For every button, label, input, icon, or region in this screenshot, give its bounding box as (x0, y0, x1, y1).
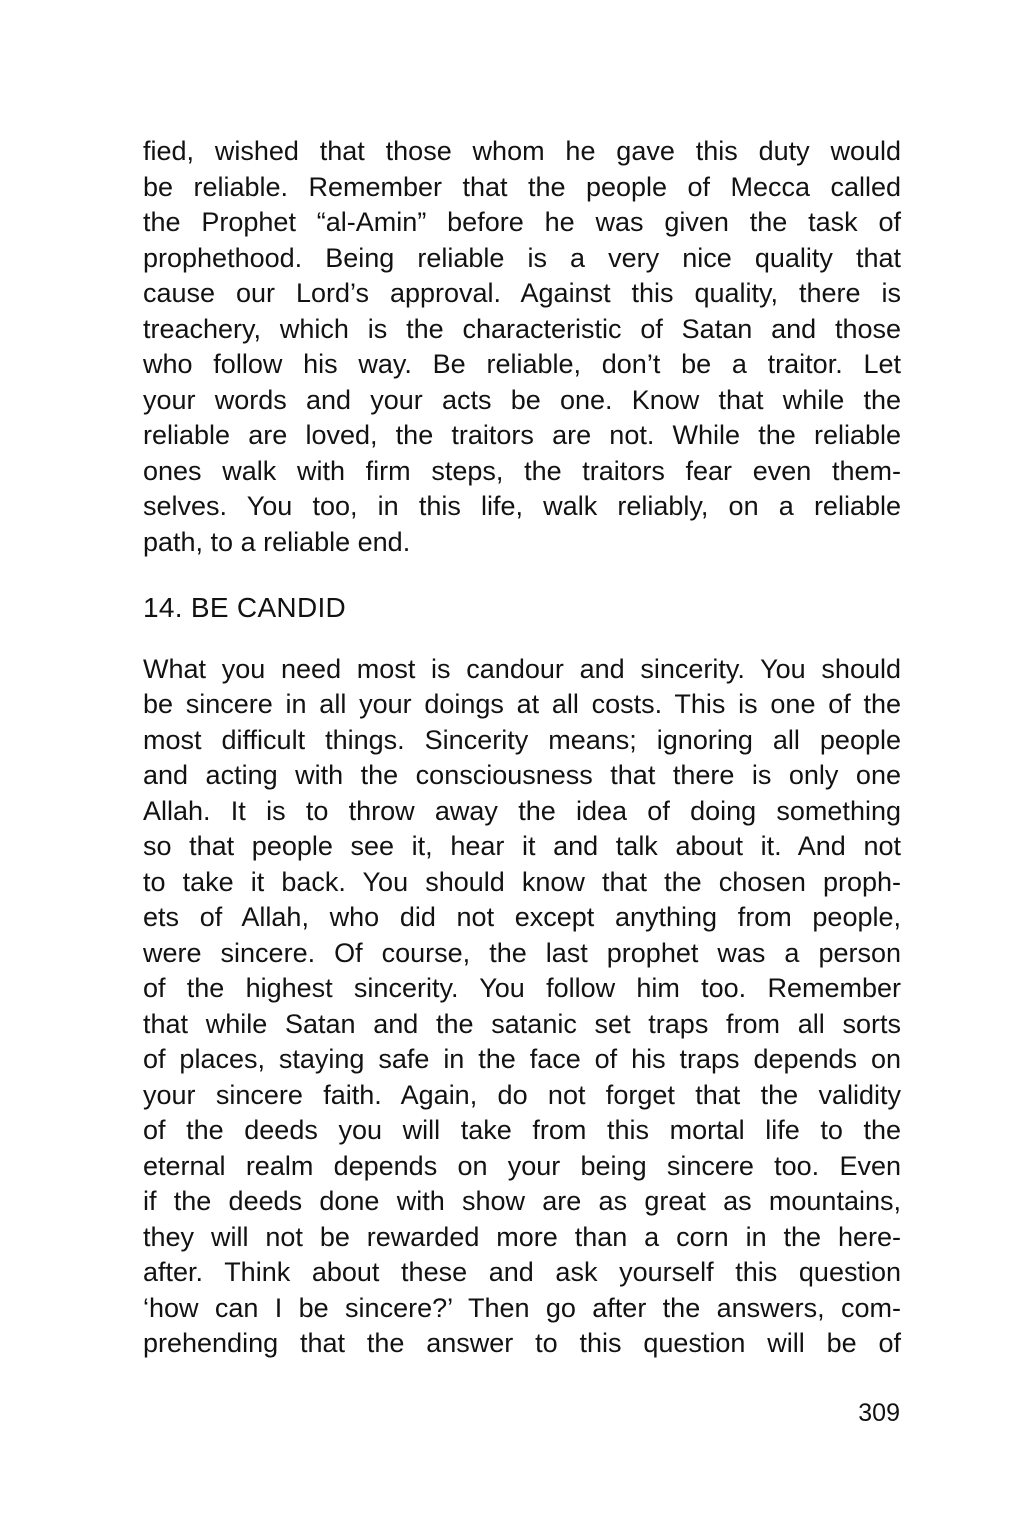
section-heading: 14. BE CANDID (143, 592, 347, 623)
text-line: reliable are loved, the traitors are not. While the reliable (143, 420, 901, 450)
text-line: if the deeds done with show are as great as mountains, (143, 1186, 901, 1216)
text-line: ones walk with firm steps, the traitors fear even them- (143, 455, 901, 486)
text-line: prehending that the answer to this question will be of (143, 1328, 901, 1358)
text-line: fied, wished that those whom he gave this duty would (143, 136, 901, 166)
text-line: of the deeds you will take from this mortal life to the (143, 1115, 901, 1145)
text-line: selves. You too, in this life, walk reliably, on a reliable (143, 491, 901, 521)
text-line: so that people see it, hear it and talk about it. And not (143, 831, 901, 861)
text-line: be sincere in all your doings at all costs. This is one of the (143, 689, 901, 719)
paragraph-body (143, 652, 901, 1362)
text-line: Allah. It is to throw away the idea of doing something (143, 795, 901, 826)
text-line: after. Think about these and ask yourself this question (143, 1257, 901, 1287)
text-line: were sincere. Of course, the last prophet was a person (143, 937, 901, 968)
text-line: cause our Lord’s approval. Against this quality, there is (143, 278, 901, 308)
text-line: your words and your acts be one. Know that while the (143, 384, 901, 415)
text-line: prophethood. Being reliable is a very nice quality that (143, 242, 901, 273)
page-number: 309 (858, 1399, 900, 1427)
text-line: that while Satan and the satanic set traps from all sorts (143, 1008, 901, 1039)
text-line: who follow his way. Be reliable, don’t be a traitor. Let (143, 349, 901, 379)
text-line: path, to a reliable end. (143, 526, 411, 557)
paragraph-continuation (143, 134, 901, 560)
text-line: and acting with the consciousness that there is only one (143, 760, 901, 790)
text-line: of places, staying safe in the face of his traps depends on (143, 1044, 901, 1074)
text-line: they will not be rewarded more than a corn in the here- (143, 1221, 901, 1252)
page-content (143, 134, 901, 1362)
text-line: ets of Allah, who did not except anything from people, (143, 902, 901, 932)
text-line: be reliable. Remember that the people of Mecca called (143, 171, 901, 202)
text-line: of the highest sincerity. You follow him too. Remember (143, 973, 901, 1003)
text-line: ‘how can I be sincere?’ Then go after the answers, com- (143, 1292, 901, 1323)
text-line: eternal realm depends on your being sincere too. Even (143, 1150, 901, 1181)
text-line: What you need most is candour and sincerity. You should (143, 653, 901, 684)
text-line: the Prophet “al-Amin” before he was given the task of (143, 207, 901, 237)
text-line: treachery, which is the characteristic of Satan and those (143, 313, 901, 344)
text-line: your sincere faith. Again, do not forget that the validity (143, 1079, 901, 1110)
text-line: most difficult things. Sincerity means; ignoring all people (143, 724, 901, 755)
text-line: to take it back. You should know that the chosen proph- (143, 866, 901, 897)
